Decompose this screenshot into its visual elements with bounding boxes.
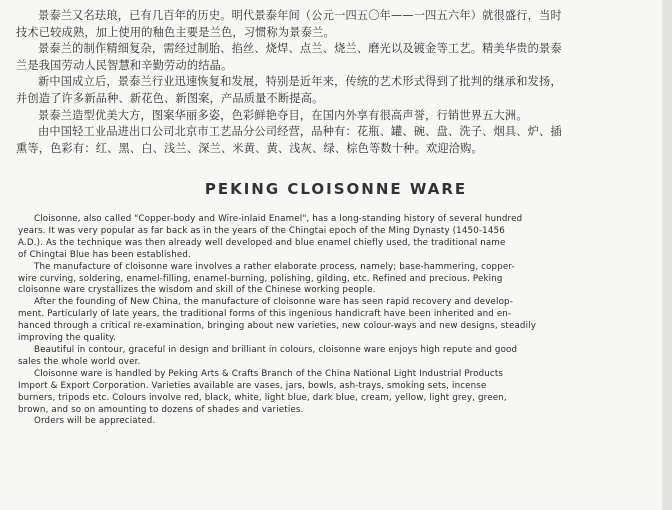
english-line: cloisonne ware crystallizes the wisdom and skill of the Chinese working people. <box>18 285 376 296</box>
english-line: ment. Particularly of late years, the traditional forms of this ingenious handicraft have been inherited and en- <box>18 309 512 320</box>
english-line: Orders will be appreciated. <box>34 416 156 427</box>
english-line: A.D.). As the technique was then already well developed and blue enamel chiefly used, the traditional name <box>18 237 506 248</box>
english-text-block <box>18 214 654 428</box>
chinese-line: 技术已较成熟，加上使用的釉色主要是兰色，习惯称为景泰兰。 <box>16 25 335 39</box>
english-line: hanced through a critical re-examination, bringing about new varieties, new colour-ways and new designs, steadily <box>18 321 537 332</box>
chinese-line: 熏等，色彩有：红、黑、白、浅兰、深兰、米黄、黄、浅灰、绿、棕色等数十种。欢迎洽购。 <box>16 141 483 155</box>
chinese-line: 并创造了许多新品种、新花色、新图案，产品质量不断提高。 <box>16 91 324 105</box>
english-line: improving the quality. <box>18 333 116 344</box>
english-line: After the founding of New China, the manufacture of cloisonne ware has seen rapid recovery and develop- <box>34 297 513 308</box>
chinese-line: 由中国轻工业品进出口公司北京市工艺品分公司经营，品种有：花瓶、罐、碗、盘、洗子、烟具、炉、插 <box>38 125 562 139</box>
english-line: years. It was very popular as far back as in the years of the Chingtai epoch of the Ming Dynasty (1450-1456 <box>18 225 505 236</box>
document-title: PEKING CLOISONNE WARE <box>204 180 468 198</box>
english-line: burners, tripods etc. Colours involve red, black, white, light blue, dark blue, cream, yellow, light grey, green, <box>18 392 507 403</box>
chinese-line: 兰是我国劳动人民智慧和辛勤劳动的结晶。 <box>16 58 233 72</box>
english-line: Import & Export Corporation. Varieties available are vases, jars, bowls, ash-trays, smoking sets, incense <box>18 380 487 391</box>
english-line: wire curving, soldering, enamel-filling, enamel-burning, polishing, gilding, etc. Refined and precious. Peking <box>18 273 503 284</box>
english-line: Cloisonne, also called "Copper-body and Wire-inlaid Enamel", has a long-standing history of several hundred <box>34 214 523 224</box>
english-line: brown, and so on amounting to dozens of shades and varieties. <box>18 404 304 415</box>
chinese-line: 景泰兰又名珐琅，已有几百年的历史。明代景泰年间（公元一四五〇年——一四五六年）就很盛行，当时 <box>38 9 562 22</box>
chinese-line: 景泰兰的制作精细复杂，需经过制胎、掐丝、烧焊、点兰、烧兰、磨光以及镀金等工艺。精美华贵的景泰 <box>38 42 562 56</box>
page-edge <box>662 0 672 510</box>
english-line: sales the whole world over. <box>18 356 141 367</box>
english-line: of Chingtai Blue has been established. <box>18 249 191 260</box>
chinese-line: 新中国成立后，景泰兰行业迅速恢复和发展，特别是近年来，传统的艺术形式得到了批判的继承和发扬， <box>38 75 562 89</box>
chinese-line: 景泰兰造型优美大方，图案华丽多姿，色彩鲜艳夺目，在国内外享有很高声誉，行销世界五大洲。 <box>38 108 528 122</box>
english-line: Cloisonne ware is handled by Peking Arts & Crafts Branch of the China National Light Industrial Products <box>34 368 504 379</box>
english-line: The manufacture of cloisonne ware involves a rather elaborate process, namely; base-hammering, copper- <box>34 261 515 272</box>
chinese-text-block <box>16 8 656 157</box>
english-line: Beautiful in contour, graceful in design and brilliant in colours, cloisonne ware enjoys high repute and good <box>34 344 518 355</box>
